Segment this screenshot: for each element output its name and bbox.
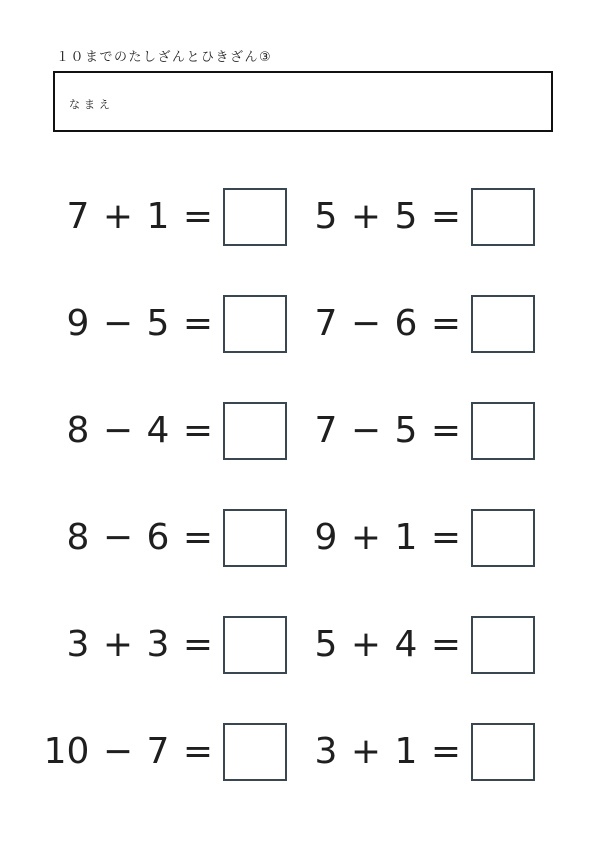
problem-expression: 8 − 6 =: [66, 516, 213, 558]
problem: [50, 484, 287, 591]
answer-box[interactable]: [223, 723, 287, 781]
problem-expression: 9 + 1 =: [314, 516, 461, 558]
problem-expression: 3 + 3 =: [66, 623, 213, 665]
problem-expression: 10 − 7 =: [43, 730, 213, 772]
problem: [50, 270, 287, 377]
answer-box[interactable]: [471, 295, 535, 353]
problem: [297, 377, 535, 484]
problem: [50, 377, 287, 484]
answer-box[interactable]: [223, 295, 287, 353]
answer-box[interactable]: [471, 402, 535, 460]
problem: [297, 484, 535, 591]
answer-box[interactable]: [471, 509, 535, 567]
answer-box[interactable]: [223, 402, 287, 460]
answer-box[interactable]: [471, 723, 535, 781]
name-label: なまえ: [69, 98, 114, 111]
answer-box[interactable]: [223, 188, 287, 246]
problem-expression: 5 + 4 =: [314, 623, 461, 665]
name-field[interactable]: [53, 71, 553, 132]
worksheet-title: １０までのたしざんとひきざん③: [56, 50, 273, 65]
problem-expression: 7 + 1 =: [66, 195, 213, 237]
answer-box[interactable]: [471, 616, 535, 674]
answer-box[interactable]: [223, 616, 287, 674]
problem-expression: 7 − 5 =: [314, 409, 461, 451]
problems-grid: [43, 163, 535, 805]
problem-expression: 9 − 5 =: [66, 302, 213, 344]
answer-box[interactable]: [223, 509, 287, 567]
answer-box[interactable]: [471, 188, 535, 246]
problem: [297, 591, 535, 698]
problem-expression: 5 + 5 =: [314, 195, 461, 237]
problem: [50, 163, 287, 270]
problem: [50, 591, 287, 698]
problem: [297, 698, 535, 805]
problem: [297, 163, 535, 270]
problem: [297, 270, 535, 377]
problem-expression: 8 − 4 =: [66, 409, 213, 451]
problem-expression: 3 + 1 =: [314, 730, 461, 772]
problem: [43, 698, 287, 805]
problem-expression: 7 − 6 =: [314, 302, 461, 344]
